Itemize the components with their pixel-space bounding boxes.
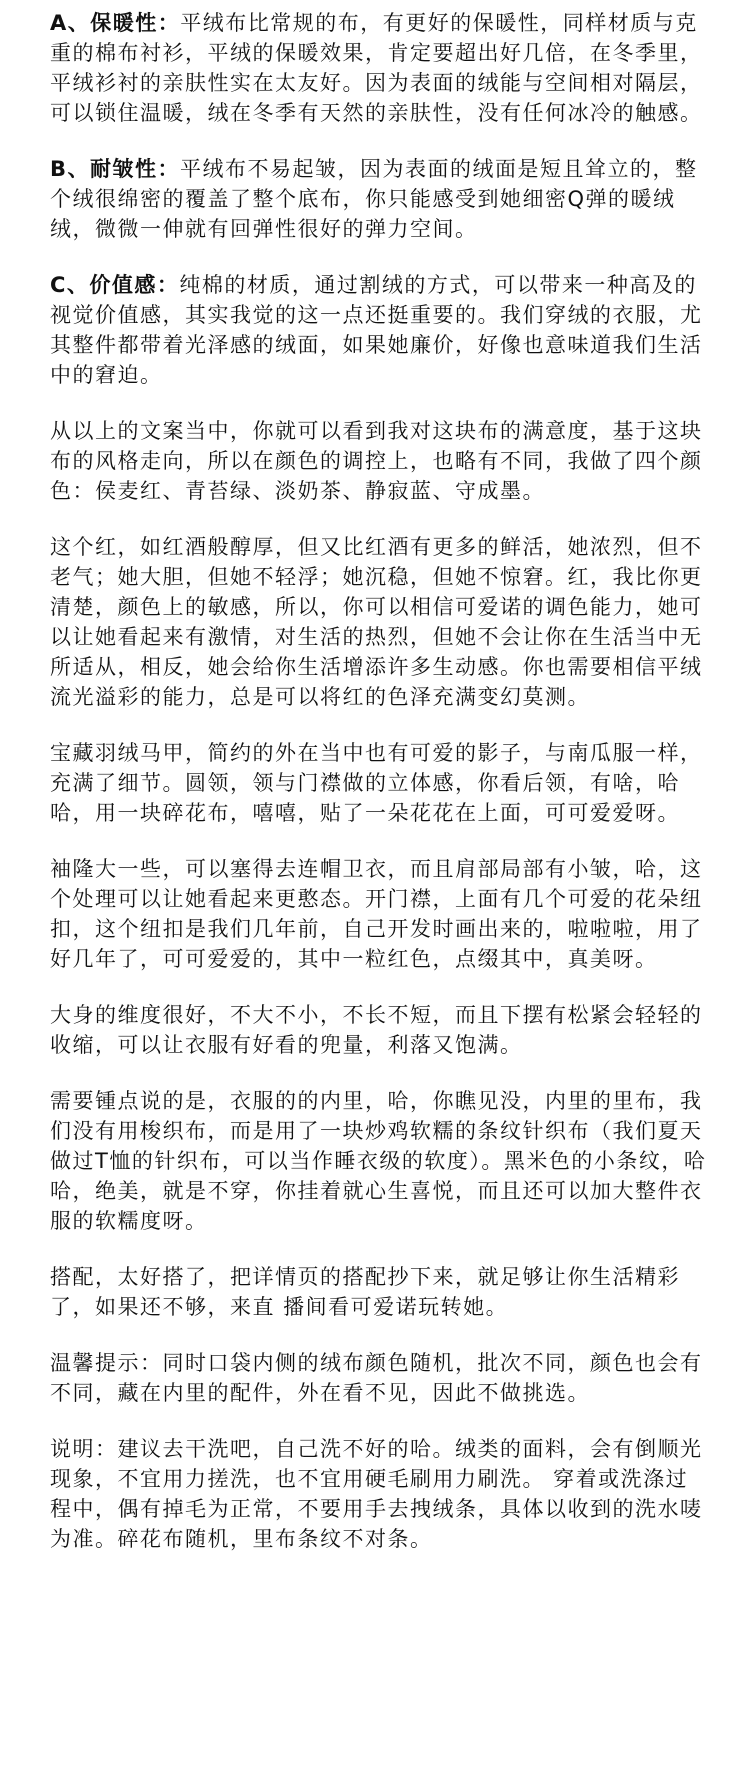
- paragraph-vest: [50, 738, 710, 828]
- paragraph-value: [50, 270, 710, 390]
- paragraph-heading: C、价值感：: [50, 273, 180, 297]
- paragraph-text: 大身的维度很好，不大不小，不长不短，而且下摆有松紧会轻轻的收缩，可以让衣服有好看的兜量，利落又饱满。: [50, 1003, 703, 1057]
- paragraph-text: 温馨提示：同时口袋内侧的绒布颜色随机，批次不同，颜色也会有不同，藏在内里的配件，外在看不见，因此不做挑选。: [50, 1351, 703, 1405]
- paragraph-colors: [50, 416, 710, 506]
- paragraph-text: 说明：建议去干洗吧，自己洗不好的哈。绒类的面料，会有倒顺光现象，不宜用力搓洗，也不宜用硬毛刷用力刷洗。 穿着或洗涤过程中，偶有掉毛为正常，不要用手去拽绒条，具体以收到的洗水唛为准。碎花布随机，里布条纹不对条。: [50, 1437, 703, 1551]
- paragraph-tip: [50, 1348, 710, 1408]
- paragraph-warmth: [50, 8, 710, 128]
- paragraph-body-fit: [50, 1000, 710, 1060]
- paragraph-lining: [50, 1086, 710, 1236]
- paragraph-text: 宝藏羽绒马甲，简约的外在当中也有可爱的影子，与南瓜服一样，充满了细节。圆领，领与门襟做的立体感，你看后领，有啥，哈哈，用一块碎花布，嘻嘻，贴了一朵花花在上面，可可爱爱呀。: [50, 741, 703, 825]
- paragraph-heading: A、保暖性：: [50, 11, 181, 35]
- paragraph-red: [50, 532, 710, 712]
- paragraph-care-instructions: [50, 1434, 710, 1554]
- paragraph-text: 从以上的文案当中，你就可以看到我对这块布的满意度，基于这块布的风格走向，所以在颜色的调控上，也略有不同，我做了四个颜色：侯麦红、青苔绿、淡奶茶、静寂蓝、守成墨。: [50, 419, 703, 503]
- paragraph-text: 需要锺点说的是，衣服的的内里，哈，你瞧见没，内里的里布，我们没有用梭织布，而是用了一块炒鸡软糯的条纹针织布（我们夏天做过T恤的针织布，可以当作睡衣级的软度）。黑米色的小条纹，哈哈，绝美，就是不穿，你挂着就心生喜悦，而且还可以加大整件衣服的软糯度呀。: [50, 1089, 707, 1233]
- paragraph-wrinkle-resistance: [50, 154, 710, 244]
- paragraph-styling: [50, 1262, 710, 1322]
- paragraph-text: 袖隆大一些，可以塞得去连帽卫衣，而且肩部局部有小皱，哈，这个处理可以让她看起来更憨态。开门襟，上面有几个可爱的花朵纽扣，这个纽扣是我们几年前，自己开发时画出来的，啦啦啦，用了好几年了，可可爱爱的，其中一粒红色，点缀其中，真美呀。: [50, 857, 703, 971]
- paragraph-sleeves: [50, 854, 710, 974]
- paragraph-text: 纯棉的材质，通过割绒的方式，可以带来一种高及的视觉价值感，其实我觉的这一点还挺重要的。我们穿绒的衣服，尤其整件都带着光泽感的绒面，如果她廉价，好像也意味道我们生活中的窘迫。: [50, 273, 703, 387]
- paragraph-text: 平绒布比常规的布，有更好的保暖性，同样材质与克重的棉布衬衫，平绒的保暖效果，肯定要超出好几倍，在冬季里，平绒衫衬的亲肤性实在太友好。因为表面的绒能与空间相对隔层，可以锁住温暖，绒在冬季有天然的亲肤性，没有任何冰冷的触感。: [50, 11, 703, 125]
- paragraph-text: 这个红，如红酒般醇厚，但又比红酒有更多的鲜活，她浓烈，但不老气；她大胆，但她不轻浮；她沉稳，但她不惊窘。红，我比你更清楚，颜色上的敏感，所以，你可以相信可爱诺的调色能力，她可以让她看起来有激情，对生活的热烈，但她不会让你在生活当中无所适从，相反，她会给你生活增添许多生动感。你也需要相信平绒流光溢彩的能力，总是可以将红的色泽充满变幻莫测。: [50, 535, 703, 709]
- paragraph-text: 搭配，太好搭了，把详情页的搭配抄下来，就足够让你生活精彩了，如果还不够，来直 播间看可爱诺玩转她。: [50, 1265, 680, 1319]
- product-description: [50, 8, 710, 1580]
- paragraph-text: 平绒布不易起皱，因为表面的绒面是短且耸立的，整个绒很绵密的覆盖了整个底布，你只能感受到她细密Q弹的暖绒绒，微微一伸就有回弹性很好的弹力空间。: [50, 157, 698, 241]
- paragraph-heading: B、耐皱性：: [50, 157, 181, 181]
